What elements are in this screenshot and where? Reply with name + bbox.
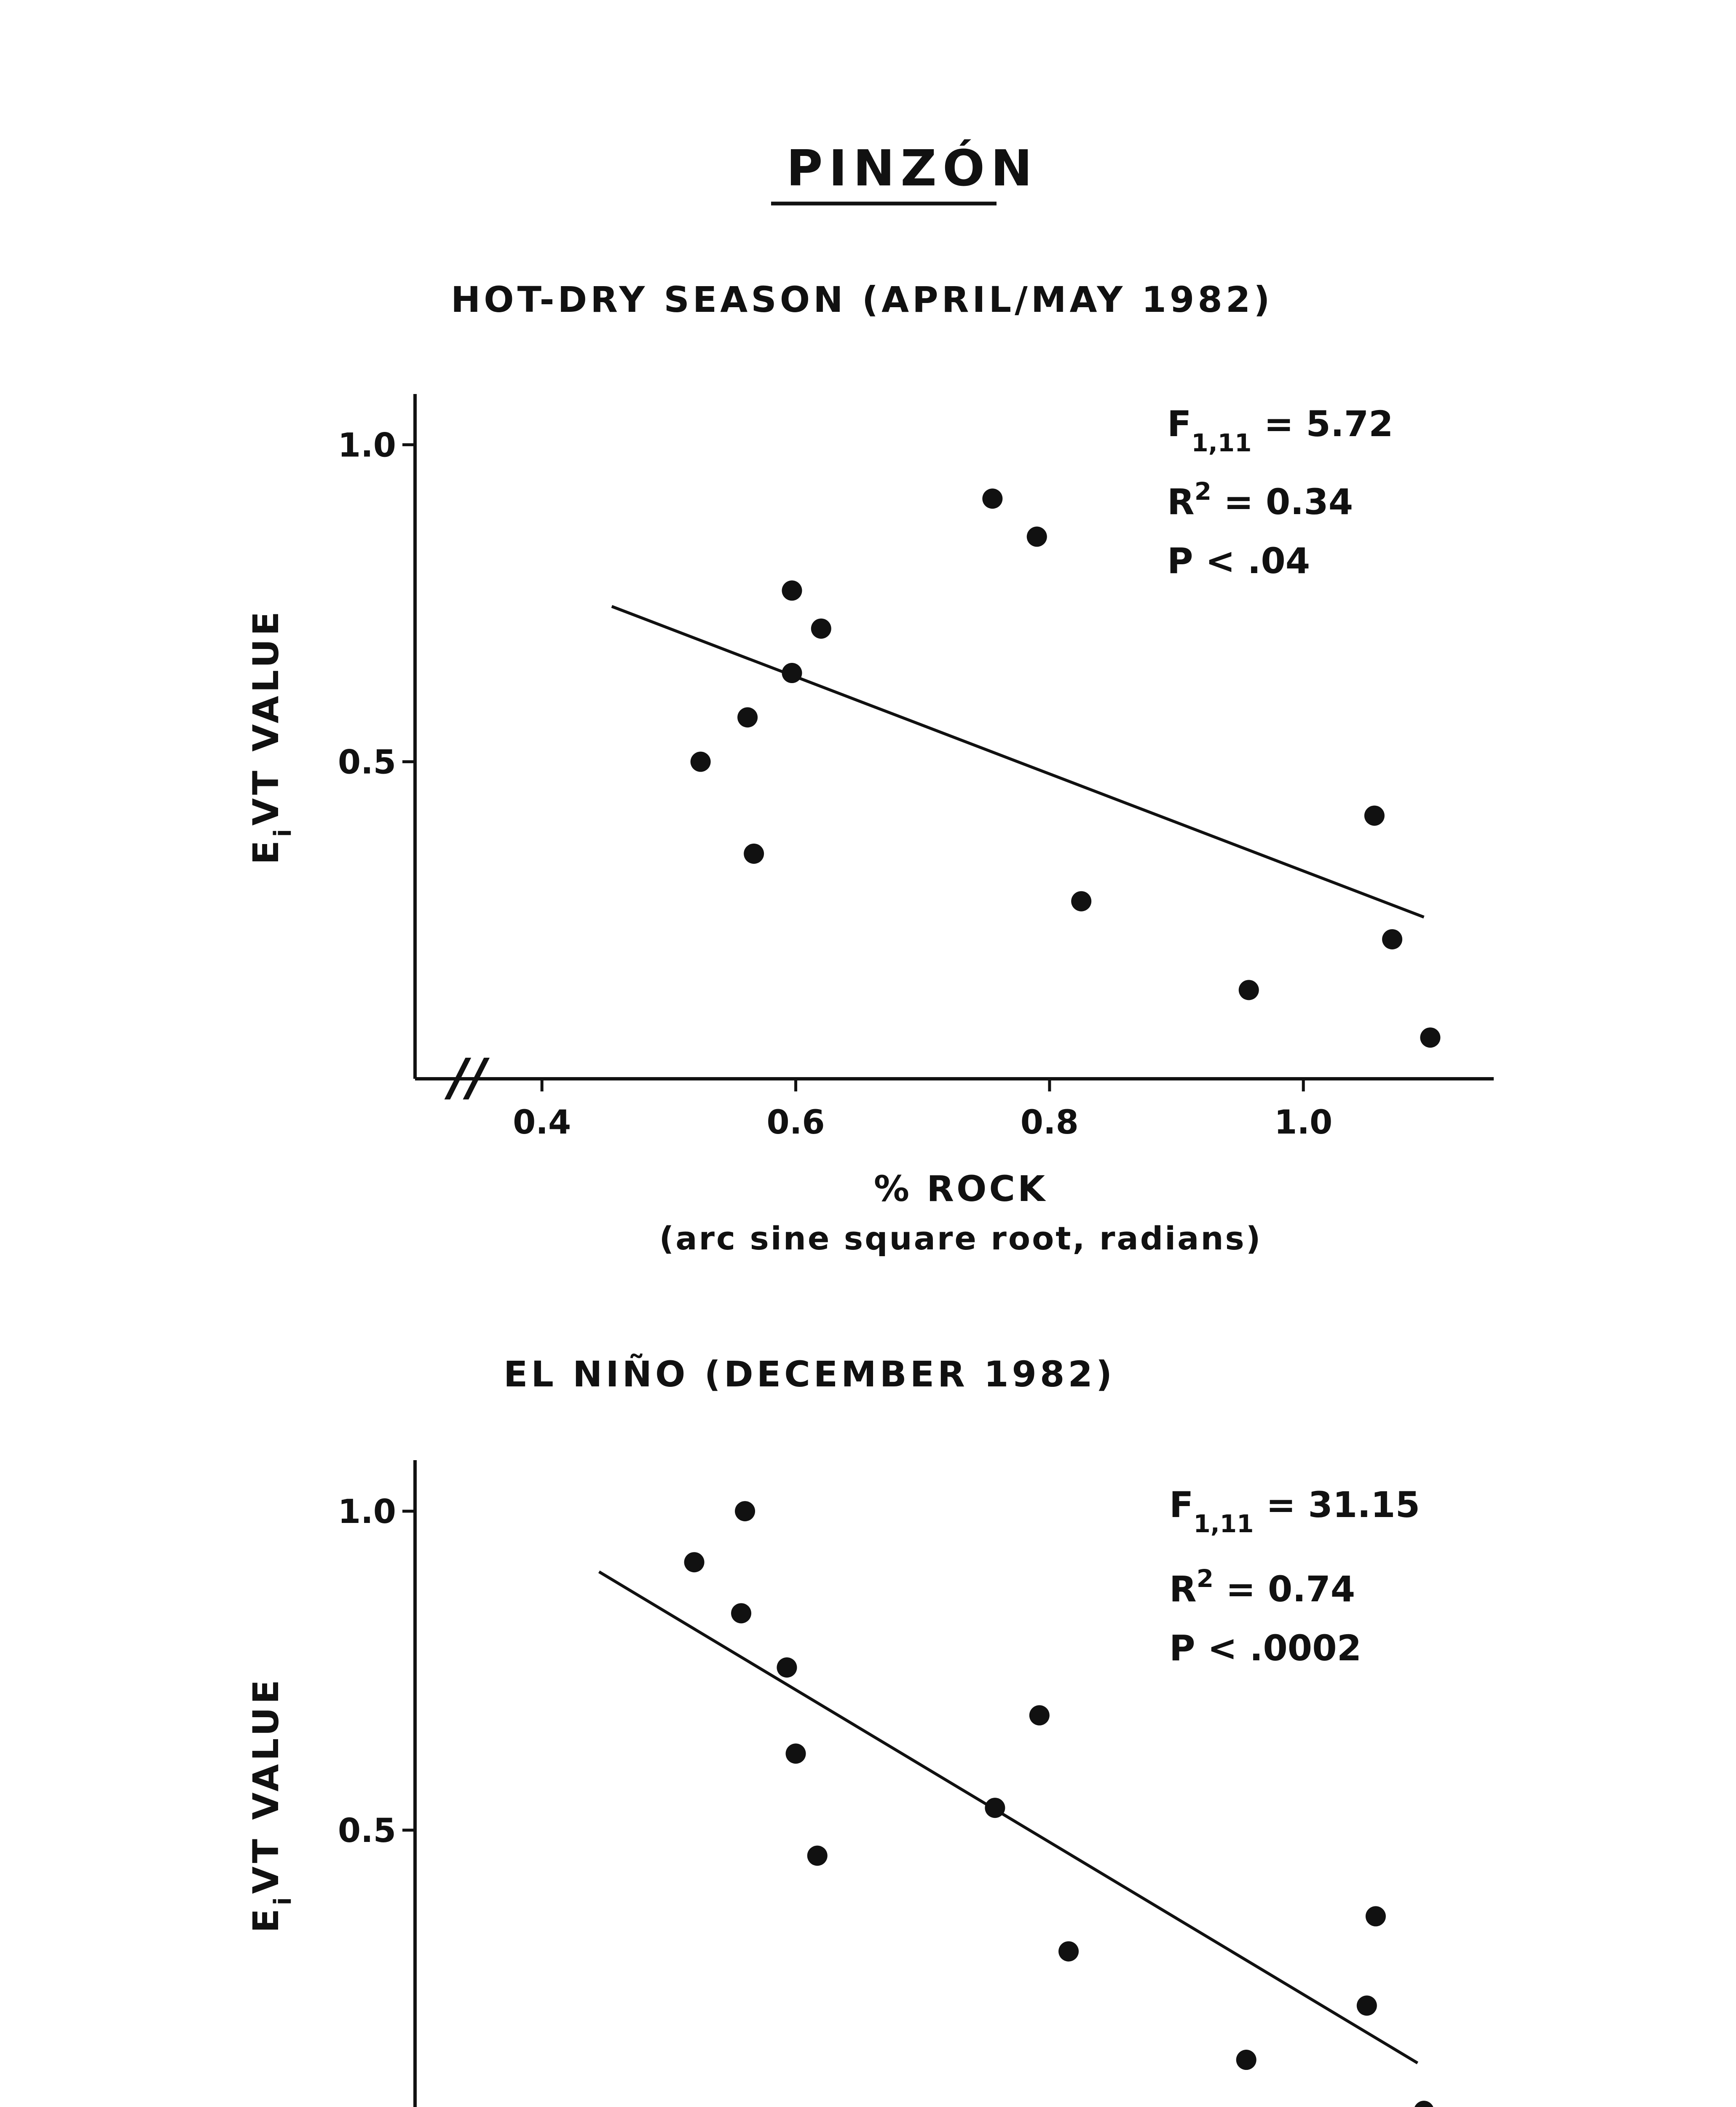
- y-axis-label-rest: VT VALUE: [245, 1676, 287, 1894]
- y-tick-label: 0.5: [338, 1812, 396, 1850]
- data-point: [982, 488, 1002, 509]
- data-point: [691, 752, 711, 772]
- data-point: [1029, 1705, 1050, 1726]
- y-axis-label-subscript: i: [269, 826, 297, 837]
- chart-title: HOT-DRY SEASON (APRIL/MAY 1982): [451, 279, 1273, 320]
- stat-superscript: 2: [1194, 477, 1212, 506]
- data-point: [1239, 980, 1259, 1000]
- x-axis-sublabel: (arc sine square root, radians): [659, 1220, 1262, 1257]
- y-tick-label: 1.0: [338, 1493, 396, 1531]
- data-point: [1382, 929, 1402, 949]
- data-point: [1366, 1906, 1386, 1926]
- stat-value: = 5.72: [1251, 403, 1393, 445]
- stat-value: = 0.34: [1211, 481, 1353, 523]
- stat-line: [1167, 477, 1353, 523]
- stat-line: [1167, 403, 1393, 457]
- stat-symbol: R: [1167, 481, 1195, 523]
- data-point: [744, 844, 764, 864]
- data-point: [735, 1501, 755, 1521]
- y-axis-label-base: E: [245, 1905, 287, 1933]
- x-tick-label: 0.6: [766, 1104, 825, 1142]
- stat-value: < .0002: [1195, 1627, 1362, 1669]
- data-point: [777, 1657, 797, 1678]
- data-point: [807, 1846, 828, 1866]
- stat-symbol: P: [1169, 1627, 1195, 1669]
- stat-symbol: R: [1169, 1568, 1197, 1610]
- x-tick-label: 0.4: [513, 1104, 571, 1142]
- y-axis-label-subscript: i: [269, 1894, 297, 1906]
- figure-title: PINZÓN: [786, 139, 1038, 197]
- x-axis-label: % ROCK: [873, 1168, 1048, 1209]
- data-point: [1058, 1941, 1079, 1962]
- data-point: [1414, 2101, 1434, 2107]
- data-point: [782, 580, 802, 600]
- axis-break-mark: //: [449, 1048, 486, 1107]
- x-tick-label: 1.0: [1274, 1104, 1333, 1142]
- stat-value: < .04: [1193, 540, 1310, 582]
- data-point: [782, 663, 802, 683]
- stat-subscript: 1,11: [1193, 1509, 1254, 1538]
- chart-title: EL NIÑO (DECEMBER 1982): [504, 1354, 1116, 1395]
- y-tick-label: 1.0: [338, 426, 396, 465]
- stat-line: [1169, 1564, 1355, 1610]
- data-point: [985, 1798, 1005, 1818]
- regression-line: [612, 606, 1424, 917]
- stat-superscript: 2: [1196, 1564, 1214, 1593]
- data-point: [1071, 891, 1091, 911]
- data-point: [1027, 527, 1047, 547]
- stat-symbol: F: [1167, 403, 1192, 445]
- data-point: [737, 707, 758, 727]
- stat-value: = 31.15: [1254, 1484, 1420, 1525]
- data-point: [1420, 1027, 1440, 1048]
- x-tick-label: 0.8: [1020, 1104, 1079, 1142]
- y-tick-label: 0.5: [338, 743, 396, 782]
- data-point: [786, 1743, 806, 1764]
- chart-el-nino: [245, 1354, 1494, 2107]
- stat-line: [1169, 1484, 1420, 1538]
- y-axis-label-base: E: [245, 837, 287, 865]
- stat-symbol: F: [1169, 1484, 1194, 1525]
- data-point: [811, 619, 831, 639]
- y-axis-label: [245, 1676, 297, 1933]
- stat-subscript: 1,11: [1191, 429, 1252, 457]
- chart-hot-dry-season: [245, 279, 1494, 1257]
- stat-line: [1169, 1627, 1361, 1669]
- data-point: [731, 1603, 751, 1623]
- data-point: [1357, 1995, 1377, 2016]
- data-point: [1236, 2050, 1256, 2070]
- data-point: [684, 1552, 705, 1572]
- data-point: [1364, 806, 1385, 826]
- y-axis-label-rest: VT VALUE: [245, 608, 287, 826]
- stat-symbol: P: [1167, 540, 1193, 582]
- stat-value: = 0.74: [1214, 1568, 1356, 1610]
- stat-line: [1167, 540, 1310, 582]
- y-axis-label: [245, 608, 297, 865]
